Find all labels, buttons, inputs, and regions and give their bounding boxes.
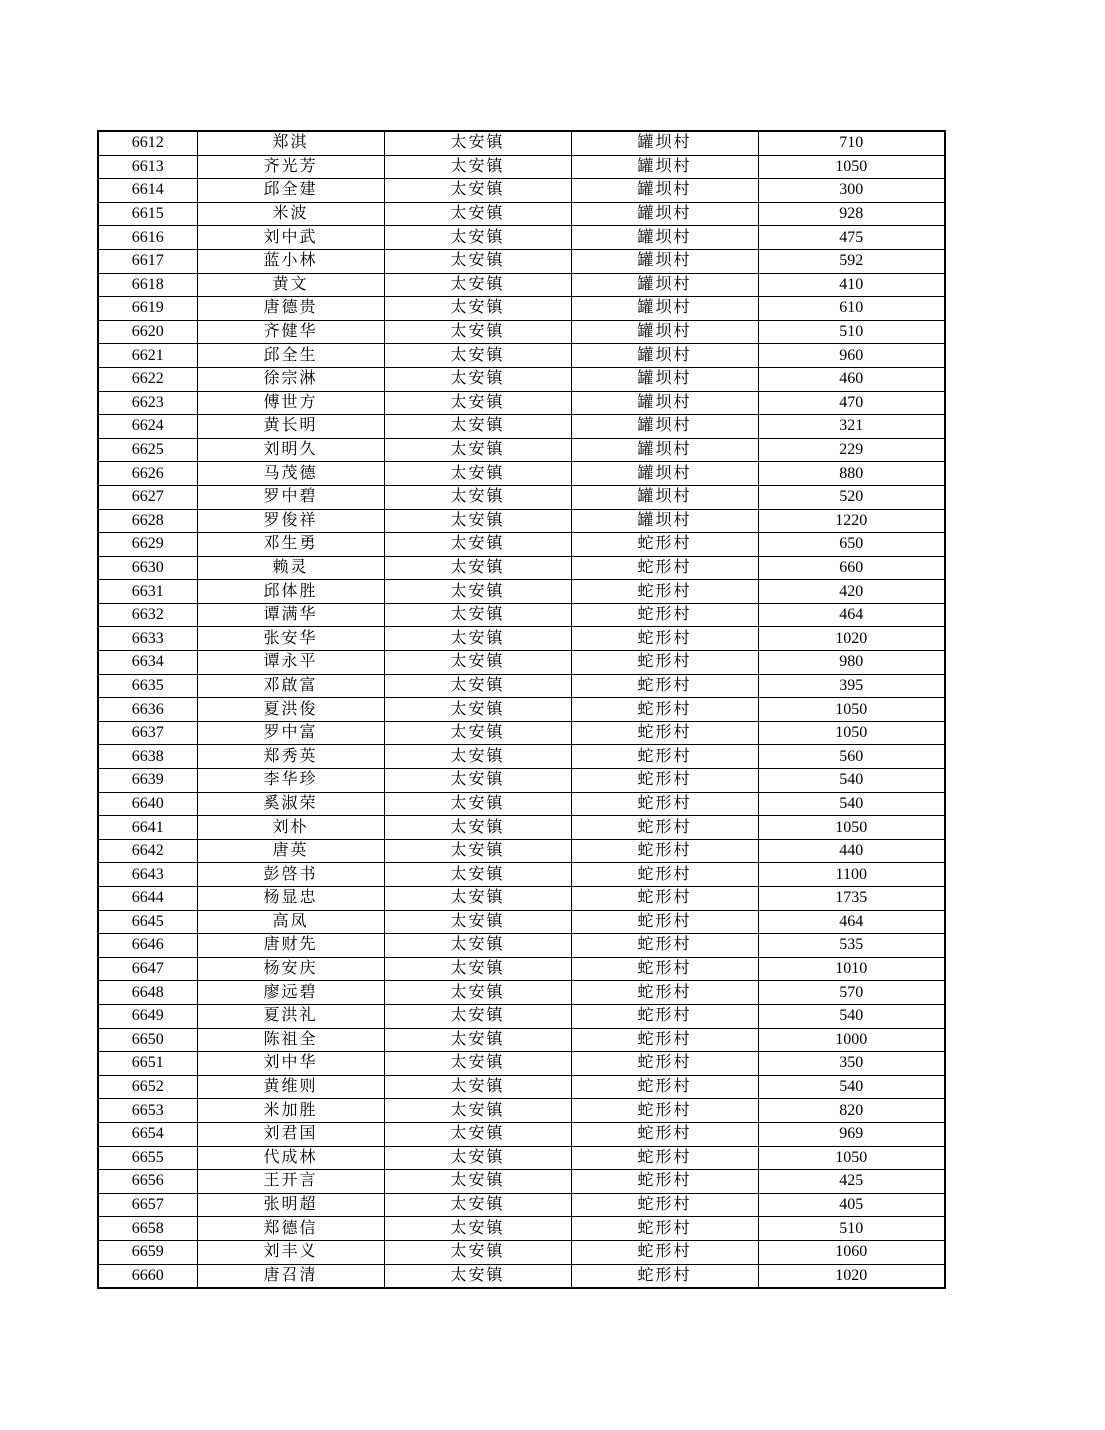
table-row <box>98 1028 945 1052</box>
town-cell: 太安镇 <box>384 934 571 958</box>
village-cell: 罐坝村 <box>571 438 758 462</box>
amount-cell: 464 <box>758 603 945 627</box>
name-cell: 廖远碧 <box>197 981 384 1005</box>
name-cell: 黄长明 <box>197 415 384 439</box>
town-cell: 太安镇 <box>384 651 571 675</box>
name-cell: 黄维则 <box>197 1075 384 1099</box>
name-cell: 齐光芳 <box>197 155 384 179</box>
table-row <box>98 1146 945 1170</box>
amount-cell: 410 <box>758 273 945 297</box>
name-cell: 夏洪俊 <box>197 698 384 722</box>
name-cell: 罗中碧 <box>197 485 384 509</box>
name-cell: 徐宗淋 <box>197 367 384 391</box>
row-number-cell: 6633 <box>98 627 197 651</box>
amount-cell: 420 <box>758 580 945 604</box>
town-cell: 太安镇 <box>384 1075 571 1099</box>
town-cell: 太安镇 <box>384 297 571 321</box>
amount-cell: 560 <box>758 745 945 769</box>
row-number-cell: 6616 <box>98 226 197 250</box>
amount-cell: 1050 <box>758 698 945 722</box>
name-cell: 米加胜 <box>197 1099 384 1123</box>
row-number-cell: 6649 <box>98 1004 197 1028</box>
row-number-cell: 6659 <box>98 1240 197 1264</box>
table-row <box>98 981 945 1005</box>
table-row <box>98 1075 945 1099</box>
amount-cell: 1050 <box>758 155 945 179</box>
amount-cell: 1000 <box>758 1028 945 1052</box>
amount-cell: 1050 <box>758 816 945 840</box>
village-cell: 罐坝村 <box>571 249 758 273</box>
town-cell: 太安镇 <box>384 816 571 840</box>
amount-cell: 610 <box>758 297 945 321</box>
village-cell: 蛇形村 <box>571 1099 758 1123</box>
table-row <box>98 1052 945 1076</box>
name-cell: 唐财先 <box>197 934 384 958</box>
amount-cell: 650 <box>758 533 945 557</box>
table-row <box>98 226 945 250</box>
name-cell: 谭满华 <box>197 603 384 627</box>
row-number-cell: 6658 <box>98 1217 197 1241</box>
town-cell: 太安镇 <box>384 1052 571 1076</box>
row-number-cell: 6638 <box>98 745 197 769</box>
name-cell: 彭啓书 <box>197 863 384 887</box>
village-cell: 罐坝村 <box>571 155 758 179</box>
row-number-cell: 6655 <box>98 1146 197 1170</box>
row-number-cell: 6635 <box>98 674 197 698</box>
amount-cell: 510 <box>758 1217 945 1241</box>
village-cell: 蛇形村 <box>571 1264 758 1288</box>
table-row <box>98 344 945 368</box>
village-cell: 蛇形村 <box>571 839 758 863</box>
table-row <box>98 1122 945 1146</box>
village-cell: 蛇形村 <box>571 1170 758 1194</box>
village-cell: 蛇形村 <box>571 863 758 887</box>
table-row <box>98 603 945 627</box>
name-cell: 刘中华 <box>197 1052 384 1076</box>
village-cell: 蛇形村 <box>571 674 758 698</box>
town-cell: 太安镇 <box>384 533 571 557</box>
town-cell: 太安镇 <box>384 320 571 344</box>
town-cell: 太安镇 <box>384 910 571 934</box>
town-cell: 太安镇 <box>384 839 571 863</box>
name-cell: 夏洪礼 <box>197 1004 384 1028</box>
name-cell: 邱全生 <box>197 344 384 368</box>
town-cell: 太安镇 <box>384 745 571 769</box>
town-cell: 太安镇 <box>384 1264 571 1288</box>
town-cell: 太安镇 <box>384 769 571 793</box>
name-cell: 邓生勇 <box>197 533 384 557</box>
name-cell: 杨显忠 <box>197 887 384 911</box>
name-cell: 奚淑荣 <box>197 792 384 816</box>
village-cell: 蛇形村 <box>571 981 758 1005</box>
amount-cell: 928 <box>758 202 945 226</box>
table-row <box>98 957 945 981</box>
table-row <box>98 320 945 344</box>
village-cell: 蛇形村 <box>571 910 758 934</box>
name-cell: 郑德信 <box>197 1217 384 1241</box>
table-row <box>98 202 945 226</box>
village-cell: 蛇形村 <box>571 1240 758 1264</box>
amount-cell: 540 <box>758 792 945 816</box>
amount-cell: 425 <box>758 1170 945 1194</box>
amount-cell: 520 <box>758 485 945 509</box>
amount-cell: 1020 <box>758 627 945 651</box>
name-cell: 李华珍 <box>197 769 384 793</box>
amount-cell: 540 <box>758 769 945 793</box>
row-number-cell: 6660 <box>98 1264 197 1288</box>
name-cell: 代成林 <box>197 1146 384 1170</box>
village-cell: 罐坝村 <box>571 344 758 368</box>
row-number-cell: 6622 <box>98 367 197 391</box>
village-cell: 罐坝村 <box>571 131 758 155</box>
amount-cell: 980 <box>758 651 945 675</box>
name-cell: 傅世方 <box>197 391 384 415</box>
village-cell: 蛇形村 <box>571 934 758 958</box>
row-number-cell: 6640 <box>98 792 197 816</box>
name-cell: 马茂德 <box>197 462 384 486</box>
village-cell: 蛇形村 <box>571 603 758 627</box>
name-cell: 王开言 <box>197 1170 384 1194</box>
row-number-cell: 6656 <box>98 1170 197 1194</box>
row-number-cell: 6634 <box>98 651 197 675</box>
amount-cell: 880 <box>758 462 945 486</box>
village-cell: 蛇形村 <box>571 1193 758 1217</box>
row-number-cell: 6618 <box>98 273 197 297</box>
amount-cell: 321 <box>758 415 945 439</box>
village-cell: 罐坝村 <box>571 391 758 415</box>
village-cell: 蛇形村 <box>571 580 758 604</box>
table-row <box>98 1217 945 1241</box>
table-row <box>98 415 945 439</box>
name-cell: 赖灵 <box>197 556 384 580</box>
name-cell: 刘丰义 <box>197 1240 384 1264</box>
village-cell: 蛇形村 <box>571 1075 758 1099</box>
name-cell: 杨安庆 <box>197 957 384 981</box>
name-cell: 齐健华 <box>197 320 384 344</box>
name-cell: 邓啟富 <box>197 674 384 698</box>
table-row <box>98 131 945 155</box>
table-row <box>98 674 945 698</box>
village-cell: 罐坝村 <box>571 202 758 226</box>
town-cell: 太安镇 <box>384 698 571 722</box>
amount-cell: 1060 <box>758 1240 945 1264</box>
amount-cell: 540 <box>758 1004 945 1028</box>
table-row <box>98 462 945 486</box>
name-cell: 高凤 <box>197 910 384 934</box>
village-cell: 罐坝村 <box>571 509 758 533</box>
table-row <box>98 863 945 887</box>
village-cell: 蛇形村 <box>571 1004 758 1028</box>
table-row <box>98 627 945 651</box>
table-row <box>98 367 945 391</box>
town-cell: 太安镇 <box>384 485 571 509</box>
row-number-cell: 6627 <box>98 485 197 509</box>
name-cell: 刘朴 <box>197 816 384 840</box>
village-cell: 蛇形村 <box>571 792 758 816</box>
table-row <box>98 179 945 203</box>
table-row <box>98 391 945 415</box>
town-cell: 太安镇 <box>384 674 571 698</box>
village-cell: 罐坝村 <box>571 485 758 509</box>
name-cell: 蓝小林 <box>197 249 384 273</box>
row-number-cell: 6652 <box>98 1075 197 1099</box>
village-cell: 蛇形村 <box>571 1028 758 1052</box>
table-row <box>98 887 945 911</box>
town-cell: 太安镇 <box>384 603 571 627</box>
amount-cell: 1050 <box>758 1146 945 1170</box>
table-body <box>98 131 945 1288</box>
amount-cell: 969 <box>758 1122 945 1146</box>
row-number-cell: 6615 <box>98 202 197 226</box>
village-cell: 蛇形村 <box>571 698 758 722</box>
name-cell: 张安华 <box>197 627 384 651</box>
village-cell: 蛇形村 <box>571 887 758 911</box>
town-cell: 太安镇 <box>384 415 571 439</box>
name-cell: 张明超 <box>197 1193 384 1217</box>
data-table <box>97 130 946 1289</box>
table-row <box>98 1099 945 1123</box>
row-number-cell: 6623 <box>98 391 197 415</box>
row-number-cell: 6636 <box>98 698 197 722</box>
table-row <box>98 934 945 958</box>
table-row <box>98 297 945 321</box>
row-number-cell: 6642 <box>98 839 197 863</box>
village-cell: 蛇形村 <box>571 745 758 769</box>
town-cell: 太安镇 <box>384 1170 571 1194</box>
village-cell: 蛇形村 <box>571 556 758 580</box>
amount-cell: 300 <box>758 179 945 203</box>
village-cell: 罐坝村 <box>571 297 758 321</box>
table-row <box>98 556 945 580</box>
town-cell: 太安镇 <box>384 202 571 226</box>
village-cell: 罐坝村 <box>571 462 758 486</box>
table-row <box>98 839 945 863</box>
village-cell: 罐坝村 <box>571 320 758 344</box>
row-number-cell: 6628 <box>98 509 197 533</box>
town-cell: 太安镇 <box>384 344 571 368</box>
amount-cell: 460 <box>758 367 945 391</box>
town-cell: 太安镇 <box>384 367 571 391</box>
village-cell: 蛇形村 <box>571 1052 758 1076</box>
name-cell: 郑秀英 <box>197 745 384 769</box>
name-cell: 唐召清 <box>197 1264 384 1288</box>
name-cell: 陈祖全 <box>197 1028 384 1052</box>
table-row <box>98 1264 945 1288</box>
town-cell: 太安镇 <box>384 1099 571 1123</box>
table-row <box>98 698 945 722</box>
town-cell: 太安镇 <box>384 1122 571 1146</box>
name-cell: 刘君国 <box>197 1122 384 1146</box>
amount-cell: 1010 <box>758 957 945 981</box>
row-number-cell: 6657 <box>98 1193 197 1217</box>
name-cell: 刘中武 <box>197 226 384 250</box>
amount-cell: 820 <box>758 1099 945 1123</box>
name-cell: 谭永平 <box>197 651 384 675</box>
village-cell: 罐坝村 <box>571 273 758 297</box>
town-cell: 太安镇 <box>384 1193 571 1217</box>
village-cell: 蛇形村 <box>571 769 758 793</box>
town-cell: 太安镇 <box>384 273 571 297</box>
table-row <box>98 1193 945 1217</box>
village-cell: 罐坝村 <box>571 179 758 203</box>
table-row <box>98 533 945 557</box>
village-cell: 蛇形村 <box>571 721 758 745</box>
town-cell: 太安镇 <box>384 155 571 179</box>
name-cell: 唐德贵 <box>197 297 384 321</box>
row-number-cell: 6612 <box>98 131 197 155</box>
table-row <box>98 485 945 509</box>
row-number-cell: 6637 <box>98 721 197 745</box>
town-cell: 太安镇 <box>384 957 571 981</box>
village-cell: 蛇形村 <box>571 816 758 840</box>
table-row <box>98 816 945 840</box>
village-cell: 蛇形村 <box>571 627 758 651</box>
town-cell: 太安镇 <box>384 1028 571 1052</box>
town-cell: 太安镇 <box>384 1217 571 1241</box>
amount-cell: 440 <box>758 839 945 863</box>
village-cell: 蛇形村 <box>571 1122 758 1146</box>
row-number-cell: 6629 <box>98 533 197 557</box>
table-row <box>98 721 945 745</box>
amount-cell: 570 <box>758 981 945 1005</box>
row-number-cell: 6654 <box>98 1122 197 1146</box>
amount-cell: 475 <box>758 226 945 250</box>
amount-cell: 405 <box>758 1193 945 1217</box>
amount-cell: 1220 <box>758 509 945 533</box>
amount-cell: 510 <box>758 320 945 344</box>
table-row <box>98 509 945 533</box>
town-cell: 太安镇 <box>384 556 571 580</box>
amount-cell: 1020 <box>758 1264 945 1288</box>
village-cell: 蛇形村 <box>571 651 758 675</box>
amount-cell: 960 <box>758 344 945 368</box>
row-number-cell: 6641 <box>98 816 197 840</box>
town-cell: 太安镇 <box>384 792 571 816</box>
name-cell: 唐英 <box>197 839 384 863</box>
town-cell: 太安镇 <box>384 580 571 604</box>
town-cell: 太安镇 <box>384 981 571 1005</box>
town-cell: 太安镇 <box>384 1004 571 1028</box>
row-number-cell: 6645 <box>98 910 197 934</box>
town-cell: 太安镇 <box>384 438 571 462</box>
village-cell: 罐坝村 <box>571 415 758 439</box>
amount-cell: 395 <box>758 674 945 698</box>
town-cell: 太安镇 <box>384 627 571 651</box>
town-cell: 太安镇 <box>384 863 571 887</box>
amount-cell: 1050 <box>758 721 945 745</box>
row-number-cell: 6626 <box>98 462 197 486</box>
name-cell: 郑淇 <box>197 131 384 155</box>
amount-cell: 470 <box>758 391 945 415</box>
town-cell: 太安镇 <box>384 887 571 911</box>
row-number-cell: 6619 <box>98 297 197 321</box>
name-cell: 邱全建 <box>197 179 384 203</box>
town-cell: 太安镇 <box>384 462 571 486</box>
row-number-cell: 6620 <box>98 320 197 344</box>
village-cell: 蛇形村 <box>571 1146 758 1170</box>
amount-cell: 540 <box>758 1075 945 1099</box>
amount-cell: 710 <box>758 131 945 155</box>
row-number-cell: 6613 <box>98 155 197 179</box>
table-row <box>98 1240 945 1264</box>
name-cell: 黄文 <box>197 273 384 297</box>
row-number-cell: 6621 <box>98 344 197 368</box>
row-number-cell: 6632 <box>98 603 197 627</box>
table-row <box>98 438 945 462</box>
name-cell: 罗中富 <box>197 721 384 745</box>
name-cell: 米波 <box>197 202 384 226</box>
row-number-cell: 6644 <box>98 887 197 911</box>
row-number-cell: 6648 <box>98 981 197 1005</box>
amount-cell: 660 <box>758 556 945 580</box>
town-cell: 太安镇 <box>384 509 571 533</box>
row-number-cell: 6650 <box>98 1028 197 1052</box>
table-row <box>98 745 945 769</box>
table-row <box>98 769 945 793</box>
row-number-cell: 6614 <box>98 179 197 203</box>
row-number-cell: 6624 <box>98 415 197 439</box>
row-number-cell: 6625 <box>98 438 197 462</box>
row-number-cell: 6617 <box>98 249 197 273</box>
row-number-cell: 6647 <box>98 957 197 981</box>
village-cell: 蛇形村 <box>571 957 758 981</box>
table-row <box>98 651 945 675</box>
row-number-cell: 6643 <box>98 863 197 887</box>
amount-cell: 350 <box>758 1052 945 1076</box>
village-cell: 罐坝村 <box>571 367 758 391</box>
table-row <box>98 1170 945 1194</box>
row-number-cell: 6631 <box>98 580 197 604</box>
table-row <box>98 273 945 297</box>
town-cell: 太安镇 <box>384 249 571 273</box>
row-number-cell: 6653 <box>98 1099 197 1123</box>
town-cell: 太安镇 <box>384 131 571 155</box>
name-cell: 刘明久 <box>197 438 384 462</box>
amount-cell: 1735 <box>758 887 945 911</box>
village-cell: 蛇形村 <box>571 1217 758 1241</box>
town-cell: 太安镇 <box>384 1146 571 1170</box>
table-row <box>98 249 945 273</box>
name-cell: 邱体胜 <box>197 580 384 604</box>
row-number-cell: 6646 <box>98 934 197 958</box>
village-cell: 罐坝村 <box>571 226 758 250</box>
table-row <box>98 792 945 816</box>
table-row <box>98 1004 945 1028</box>
town-cell: 太安镇 <box>384 391 571 415</box>
amount-cell: 1100 <box>758 863 945 887</box>
town-cell: 太安镇 <box>384 179 571 203</box>
amount-cell: 535 <box>758 934 945 958</box>
row-number-cell: 6639 <box>98 769 197 793</box>
town-cell: 太安镇 <box>384 226 571 250</box>
row-number-cell: 6630 <box>98 556 197 580</box>
table-row <box>98 155 945 179</box>
name-cell: 罗俊祥 <box>197 509 384 533</box>
town-cell: 太安镇 <box>384 1240 571 1264</box>
row-number-cell: 6651 <box>98 1052 197 1076</box>
village-cell: 蛇形村 <box>571 533 758 557</box>
table-row <box>98 580 945 604</box>
amount-cell: 464 <box>758 910 945 934</box>
table-row <box>98 910 945 934</box>
amount-cell: 229 <box>758 438 945 462</box>
amount-cell: 592 <box>758 249 945 273</box>
town-cell: 太安镇 <box>384 721 571 745</box>
